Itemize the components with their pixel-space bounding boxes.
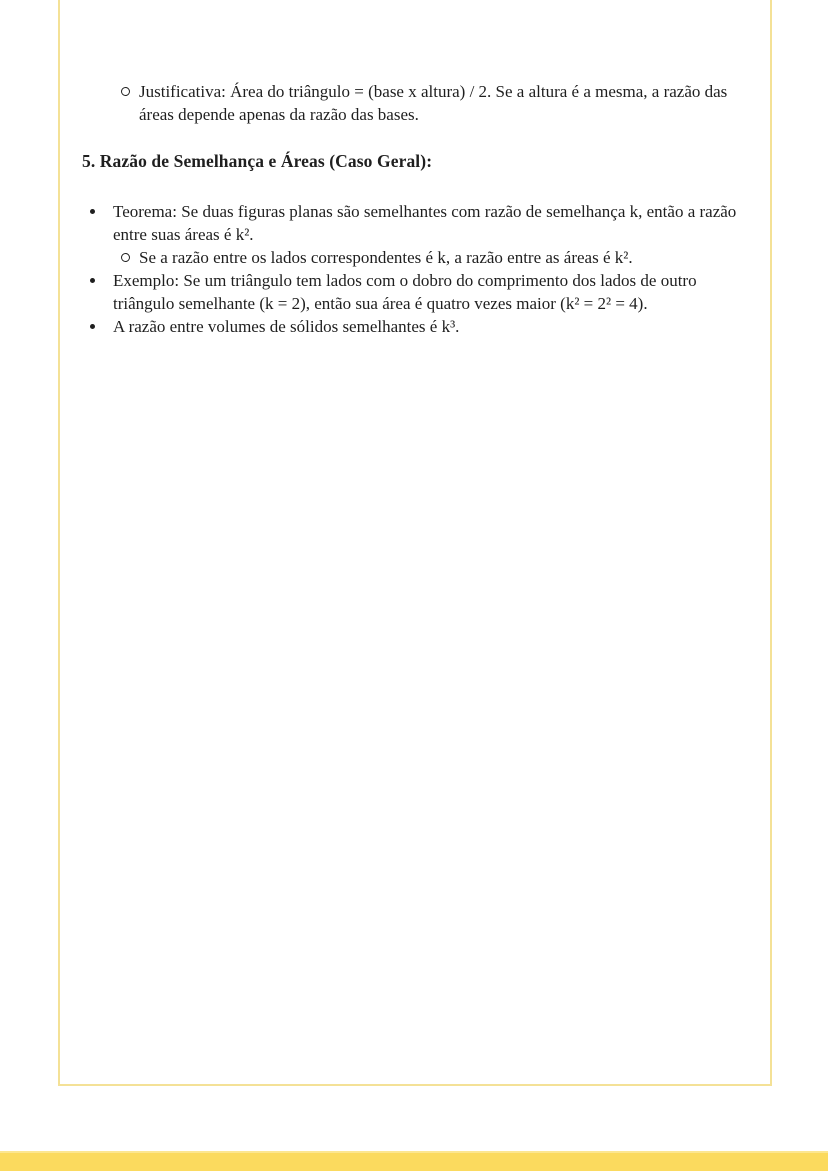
list-item-text: A razão entre volumes de sólidos semelhantes é k³. xyxy=(113,317,460,336)
disc-bullet-icon xyxy=(89,315,113,329)
section-heading: 5. Razão de Semelhança e Áreas (Caso Geral): xyxy=(82,151,433,171)
page-frame xyxy=(58,0,772,1086)
list-item-text: Se a razão entre os lados correspondentes é k, a razão entre as áreas é k². xyxy=(139,248,633,267)
document-content xyxy=(60,0,770,338)
disc-bullet-icon xyxy=(89,269,113,283)
circle-bullet-icon xyxy=(121,80,139,96)
list-item-text: Exemplo: Se um triângulo tem lados com o dobro do comprimento dos lados de outro triângulo semelhante (k = 2), então sua área é quatro vezes maior (k² = 2² = 4). xyxy=(113,271,697,313)
list-item-text: Teorema: Se duas figuras planas são semelhantes com razão de semelhança k, então a razão entre suas áreas é k². xyxy=(113,202,737,244)
bottom-accent-bar xyxy=(0,1151,828,1171)
list-item xyxy=(82,80,745,126)
list-item xyxy=(82,315,745,338)
disc-bullet-icon xyxy=(89,200,113,214)
list-item xyxy=(82,246,745,269)
circle-bullet-icon xyxy=(121,246,139,262)
list-item-text: Justificativa: Área do triângulo = (base x altura) / 2. Se a altura é a mesma, a razão das áreas depende apenas da razão das bases. xyxy=(139,82,728,124)
list-item xyxy=(82,269,745,315)
list-item xyxy=(82,200,745,246)
